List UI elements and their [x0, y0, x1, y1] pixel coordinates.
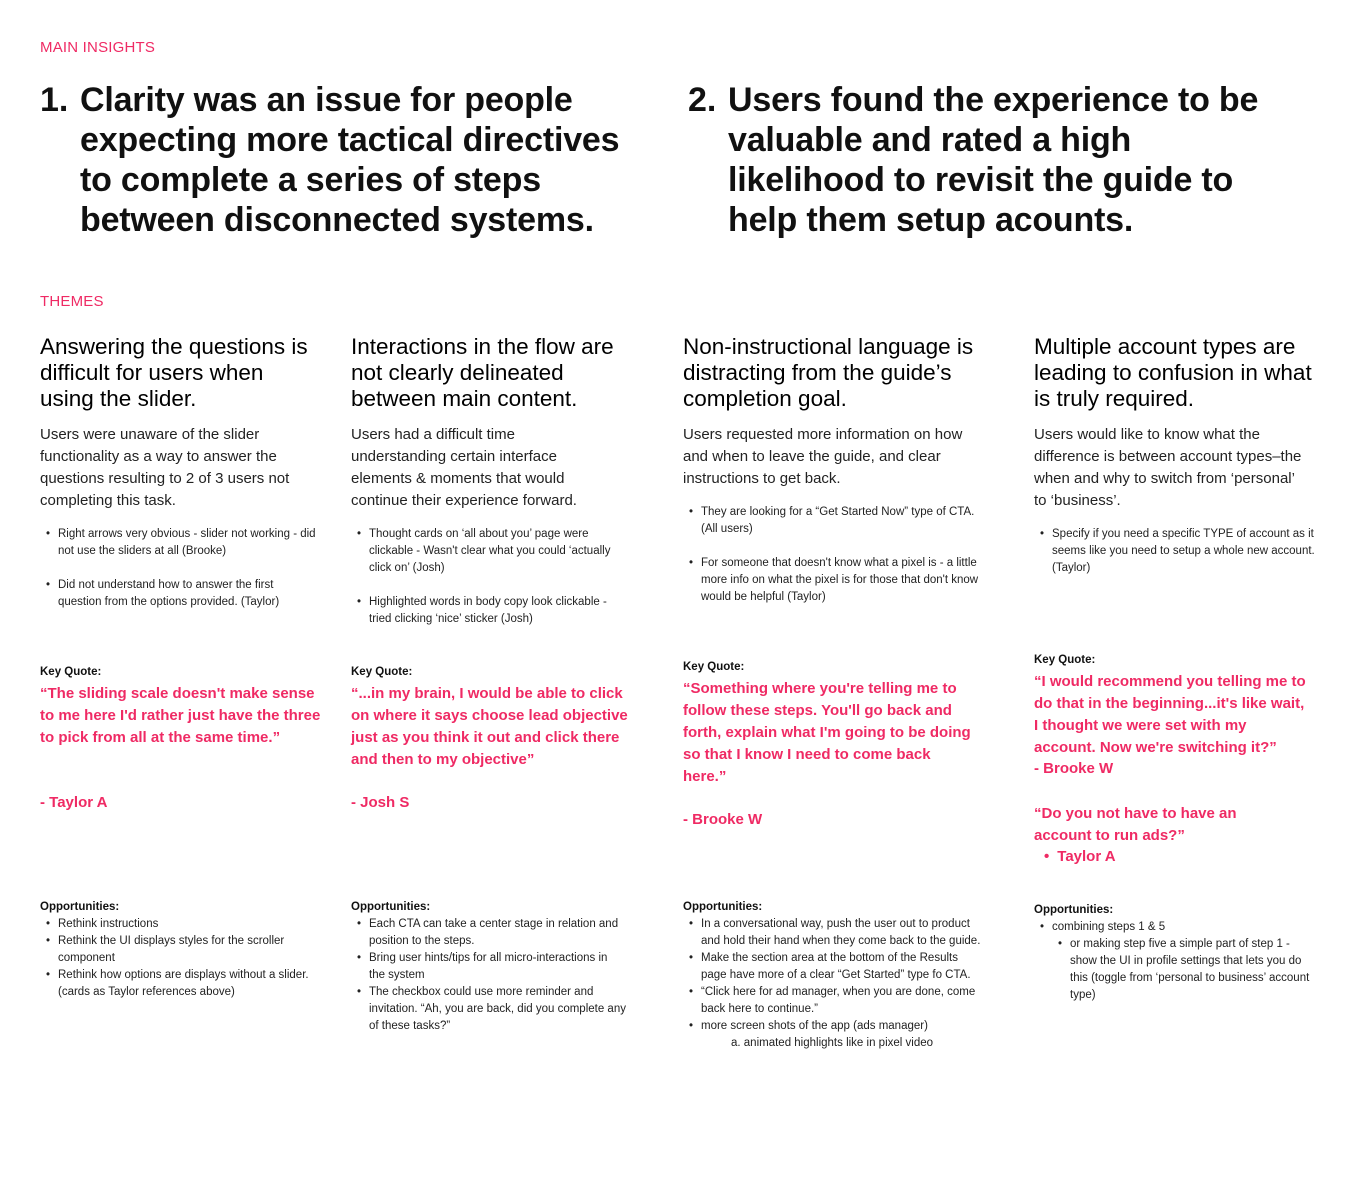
opportunity-item: • The checkbox could use more reminder and invitation. “Ah, you are back, did you complete any of these tasks?” — [369, 984, 626, 1035]
opportunities-label: Opportunities: — [683, 901, 763, 913]
opportunity-item: • combining steps 1 & 5 — [1052, 919, 1314, 936]
key-quote: “I would recommend you telling me to do that in the beginning...it's like wait, I thought we were set with my account. Now we're switching it?” — [1034, 673, 1306, 756]
insight-1 — [40, 80, 650, 240]
theme-column-2 — [351, 334, 636, 645]
key-quote: “The sliding scale doesn't make sense to me here I'd rather just have the three to pick from all at the same time.” — [40, 685, 321, 746]
opportunity-item: • In a conversational way, push the user out to product and hold their hand when they come back to the guide. — [701, 916, 983, 950]
note-item: • Right arrows very obvious - slider not working - did not use the sliders at all (Brooke) — [58, 526, 320, 560]
theme-title: Interactions in the flow are not clearly delineated between main content. — [351, 334, 614, 411]
key-quote-2: “Do you not have to have an account to run ads?” — [1034, 805, 1237, 844]
quote-attribution: - Brooke W — [683, 811, 763, 828]
opportunity-subitem: • or making step five a simple part of step 1 - show the UI in profile settings that lets you do this (toggle from ‘personal to business’ account type) — [1052, 936, 1314, 1004]
opportunity-item: • “Click here for ad manager, when you are done, come back here to continue.” — [701, 984, 983, 1018]
opportunity-item: • Each CTA can take a center stage in relation and position to the steps. — [369, 916, 626, 950]
insight-2 — [688, 80, 1288, 240]
note-item: • Highlighted words in body copy look clickable - tried clicking ‘nice’ sticker (Josh) — [369, 594, 631, 628]
opportunity-item: • more screen shots of the app (ads manager) — [701, 1018, 983, 1035]
theme-description: Users would like to know what the difference is between account types–the when and why to switch from ‘personal’ to ‘business’. — [1034, 426, 1302, 509]
key-quote: “Something where you're telling me to follow these steps. You'll go back and forth, explain what I'm going to be doing so that I know I need to come back here.” — [683, 680, 971, 785]
insight-text: Clarity was an issue for people expecting more tactical directives to complete a series of steps between disconnected systems. — [80, 81, 620, 239]
theme-column-4 — [1034, 334, 1334, 594]
opportunities — [683, 899, 983, 1052]
opportunities — [1034, 902, 1314, 1004]
theme-column-1 — [40, 334, 320, 628]
opportunities-label: Opportunities: — [40, 901, 120, 913]
opportunity-item: • Rethink the UI displays styles for the scroller component — [58, 933, 310, 967]
quote-attribution-2-text: Taylor A — [1057, 848, 1116, 865]
opportunities-label: Opportunities: — [1034, 904, 1114, 916]
key-quote-label: Key Quote: — [1034, 654, 1096, 666]
note-item: • Did not understand how to answer the first question from the options provided. (Taylor) — [58, 577, 320, 611]
opportunity-item: • Rethink instructions — [58, 916, 310, 933]
theme-title: Multiple account types are leading to confusion in what is truly required. — [1034, 334, 1312, 411]
opportunity-item: • Rethink how options are displays without a slider. (cards as Taylor references above) — [58, 967, 310, 1001]
note-item: • For someone that doesn't know what a pixel is - a little more info on what the pixel is for those that don't know would be helpful (Taylor) — [701, 555, 983, 606]
theme-description: Users were unaware of the slider functionality as a way to answer the questions resulting to 2 of 3 users not completing this task. — [40, 426, 290, 509]
key-quote-label: Key Quote: — [351, 666, 413, 678]
insight-number: 1. — [40, 81, 69, 119]
key-quote-label: Key Quote: — [40, 666, 102, 678]
theme-description: Users requested more information on how and when to leave the guide, and clear instructions to get back. — [683, 426, 963, 487]
note-item: • Thought cards on ‘all about you’ page were clickable - Wasn't clear what you could ‘actually click on’ (Josh) — [369, 526, 631, 577]
opportunity-subitem: a. animated highlights like in pixel video — [731, 1037, 934, 1049]
theme-notes — [683, 504, 983, 606]
note-item: • Specify if you need a specific TYPE of account as it seems like you need to setup a whole new account. (Taylor) — [1052, 526, 1324, 577]
themes-label: THEMES — [40, 293, 104, 310]
note-item: • They are looking for a “Get Started Now” type of CTA. (All users) — [701, 504, 983, 538]
theme-notes — [40, 526, 320, 611]
theme-title: Answering the questions is difficult for users when using the slider. — [40, 334, 308, 411]
opportunities — [40, 899, 310, 1001]
theme-notes — [1034, 526, 1324, 577]
insight-text: Users found the experience to be valuable and rated a high likelihood to revisit the guide to help them setup acounts. — [728, 81, 1259, 239]
quote-attribution: - Brooke W — [1034, 760, 1114, 777]
quote-attribution-2: • Taylor A — [1044, 848, 1116, 865]
key-quote-label: Key Quote: — [683, 661, 745, 673]
quote-attribution: - Josh S — [351, 794, 410, 811]
theme-column-3 — [683, 334, 988, 623]
theme-description: Users had a difficult time understanding certain interface elements & moments that would continue their experience forward. — [351, 426, 577, 509]
theme-title: Non-instructional language is distracting from the guide’s completion goal. — [683, 334, 974, 411]
opportunity-item: • Make the section area at the bottom of the Results page have more of a clear “Get Started” type fo CTA. — [701, 950, 983, 984]
main-insights-label: MAIN INSIGHTS — [40, 39, 156, 56]
opportunities — [351, 899, 626, 1035]
insight-number: 2. — [688, 81, 717, 119]
opportunities-label: Opportunities: — [351, 901, 431, 913]
key-quote: “...in my brain, I would be able to click on where it says choose lead objective just as you think it out and click there and then to my objective” — [351, 685, 628, 768]
opportunity-item: • Bring user hints/tips for all micro-interactions in the system — [369, 950, 626, 984]
quote-attribution: - Taylor A — [40, 794, 108, 811]
theme-notes — [351, 526, 631, 628]
